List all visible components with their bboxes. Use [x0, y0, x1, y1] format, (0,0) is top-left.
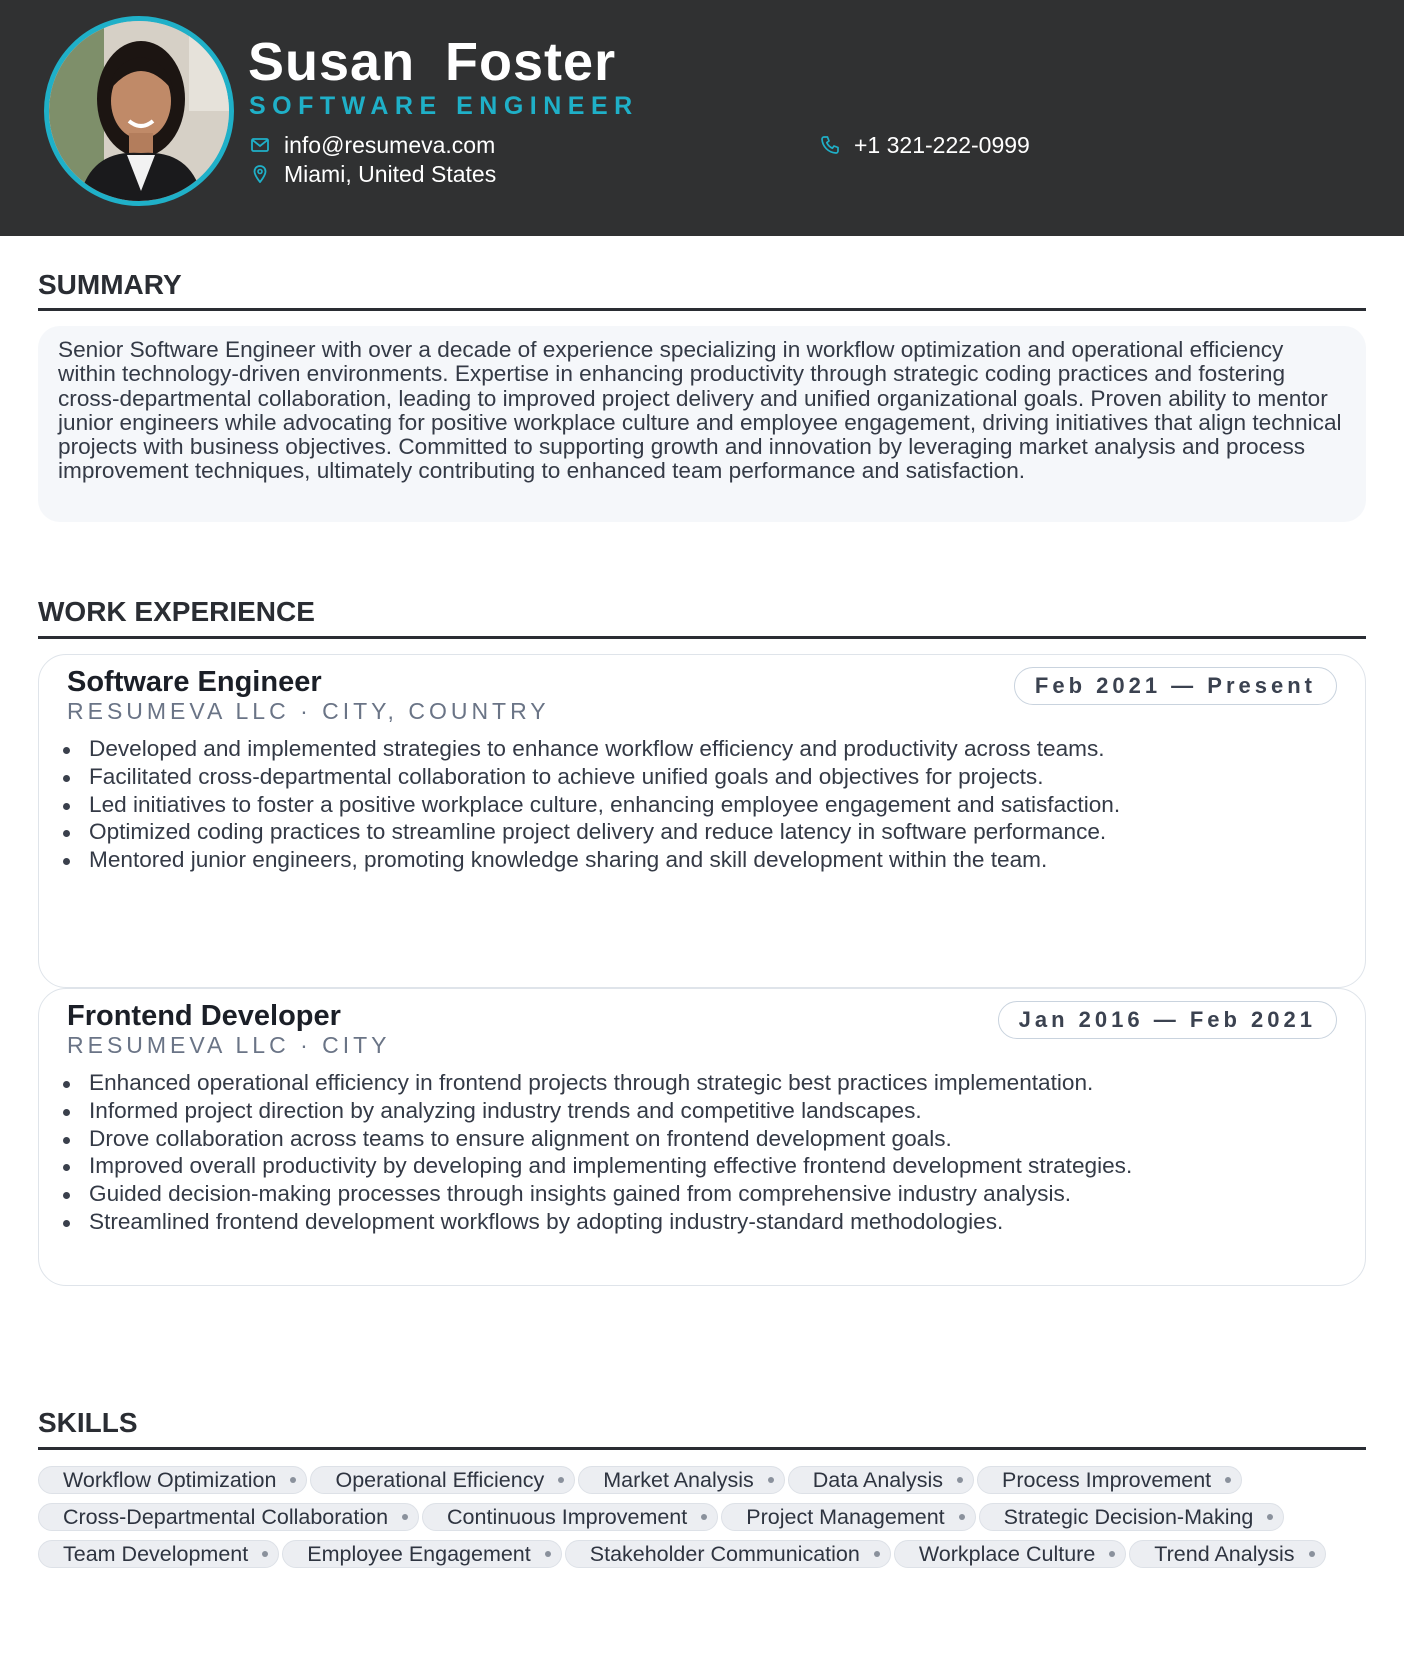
job-dates-badge: Jan 2016 — Feb 2021	[998, 1001, 1337, 1039]
resume-header	[0, 0, 1404, 236]
job-entry	[38, 988, 1366, 1286]
skill-chip: Data Analysis	[788, 1466, 974, 1494]
skill-chip: Employee Engagement	[282, 1540, 562, 1568]
contact-location	[248, 160, 496, 188]
job-bullet: Informed project direction by analyzing industry trends and competitive landscapes.	[61, 1097, 1132, 1125]
map-pin-icon	[248, 162, 272, 186]
job-bullet: Drove collaboration across teams to ensure alignment on frontend development goals.	[61, 1125, 1132, 1153]
candidate-name: Susan Foster	[248, 32, 617, 92]
skill-chip: Workplace Culture	[894, 1540, 1126, 1568]
contact-email[interactable]	[248, 131, 495, 159]
experience-divider	[38, 636, 1366, 639]
job-bullet: Enhanced operational efficiency in frontend projects through strategic best practices implementation.	[61, 1069, 1132, 1097]
job-bullet: Guided decision-making processes through insights gained from comprehensive industry analysis.	[61, 1180, 1132, 1208]
job-bullet: Optimized coding practices to streamline project delivery and reduce latency in software performance.	[61, 818, 1120, 846]
job-bullets	[61, 1069, 1132, 1236]
skills-divider	[38, 1447, 1366, 1450]
profile-photo	[49, 21, 229, 201]
skill-chip: Cross-Departmental Collaboration	[38, 1503, 419, 1531]
summary-box	[38, 326, 1366, 522]
summary-heading: SUMMARY	[38, 269, 182, 300]
contact-phone[interactable]	[818, 131, 1030, 159]
skill-chip: Project Management	[721, 1503, 975, 1531]
skill-chip: Continuous Improvement	[422, 1503, 718, 1531]
avatar	[44, 16, 234, 206]
phone-icon	[818, 133, 842, 157]
skill-row	[38, 1466, 1378, 1496]
job-company: RESUMEVA LLC · CITY	[67, 1032, 391, 1058]
job-entry	[38, 654, 1366, 988]
job-bullets	[61, 735, 1120, 874]
job-bullet: Facilitated cross-departmental collaboration to achieve unified goals and objectives for projects.	[61, 763, 1120, 791]
job-title: Software Engineer	[67, 666, 322, 698]
skill-chip: Workflow Optimization	[38, 1466, 307, 1494]
skill-chip: Market Analysis	[578, 1466, 785, 1494]
skill-chip: Trend Analysis	[1129, 1540, 1325, 1568]
skills-list	[38, 1466, 1378, 1577]
job-bullet: Led initiatives to foster a positive workplace culture, enhancing employee engagement and satisfaction.	[61, 791, 1120, 819]
skill-row	[38, 1540, 1378, 1570]
skill-chip: Process Improvement	[977, 1466, 1242, 1494]
candidate-title: SOFTWARE ENGINEER	[249, 92, 639, 120]
job-title: Frontend Developer	[67, 1000, 341, 1032]
job-dates-badge: Feb 2021 — Present	[1014, 667, 1337, 705]
experience-heading: WORK EXPERIENCE	[38, 596, 315, 627]
skill-chip: Team Development	[38, 1540, 279, 1568]
mail-icon	[248, 133, 272, 157]
job-bullet: Mentored junior engineers, promoting knowledge sharing and skill development within the team.	[61, 846, 1120, 874]
summary-divider	[38, 308, 1366, 311]
skill-chip: Strategic Decision-Making	[979, 1503, 1285, 1531]
job-bullet: Streamlined frontend development workflows by adopting industry-standard methodologies.	[61, 1208, 1132, 1236]
location-text: Miami, United States	[284, 161, 497, 187]
skill-row	[38, 1503, 1378, 1533]
skill-chip: Operational Efficiency	[310, 1466, 575, 1494]
job-bullet: Developed and implemented strategies to enhance workflow efficiency and productivity across teams.	[61, 735, 1120, 763]
email-text: info@resumeva.com	[284, 132, 496, 158]
job-bullet: Improved overall productivity by developing and implementing effective frontend development strategies.	[61, 1152, 1132, 1180]
job-company: RESUMEVA LLC · CITY, COUNTRY	[67, 698, 550, 724]
phone-text: +1 321-222-0999	[854, 132, 1030, 158]
skills-heading: SKILLS	[38, 1407, 138, 1438]
skill-chip: Stakeholder Communication	[565, 1540, 891, 1568]
summary-text: Senior Software Engineer with over a decade of experience specializing in workflow optimization and operational efficiency within technology-driven environments. Expertise in enhancing productivity through strategic coding practices and fostering cross-departmental collaboration, leading to improved project delivery and unified organizational goals. Proven ability to mentor junior engineers while advocating for positive workplace culture and employee engagement, driving initiatives that align technical projects with business objectives. Committed to supporting growth and innovation by leveraging market analysis and process improvement techniques, ultimately contributing to enhanced team performance and satisfaction.	[58, 337, 1342, 484]
